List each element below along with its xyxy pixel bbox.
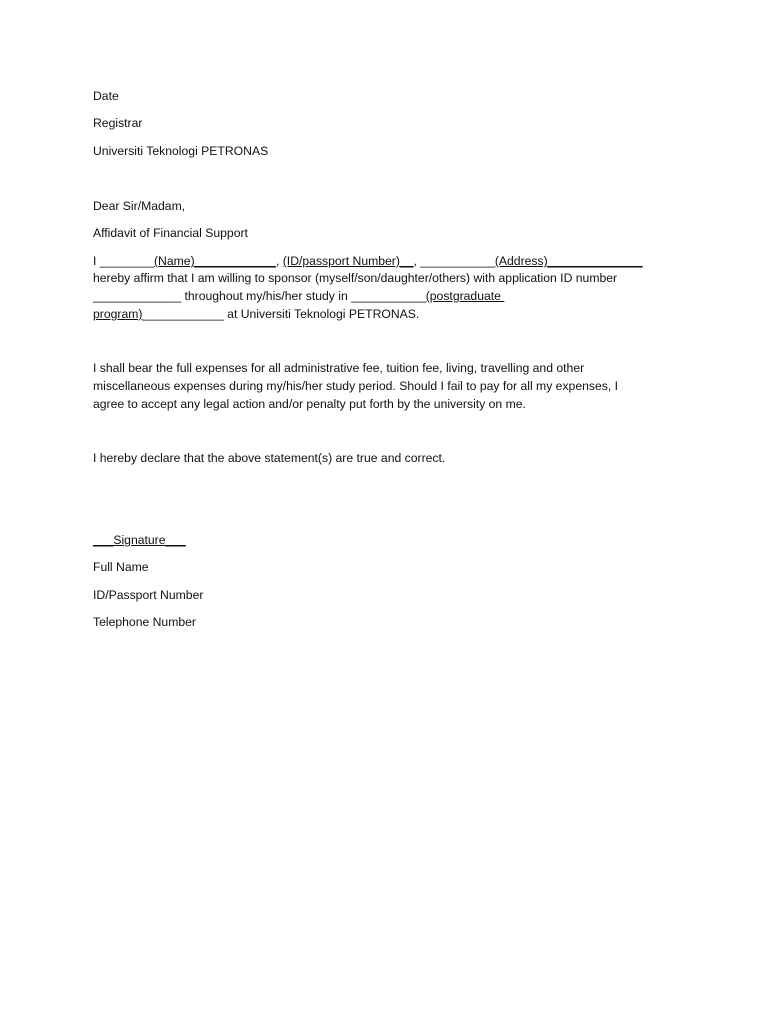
program-field-part2: program) — [93, 307, 143, 321]
separator: , — [275, 254, 283, 268]
body2-line-3: agree to accept any legal action and/or penalty put forth by the university on me. — [93, 397, 526, 411]
address-field: (Address)______________ — [494, 254, 643, 268]
signature-line: ___Signature___ — [93, 533, 186, 547]
id-field: (ID/passport Number)__ — [282, 254, 414, 268]
salutation: Dear Sir/Madam, — [93, 199, 186, 213]
body1-line-3 — [93, 287, 504, 305]
application-id-blank: _____________ throughout my/his/her study in ___________ — [93, 289, 426, 303]
recipient-line: Registrar — [93, 116, 143, 130]
body2-line-2: miscellaneous expenses during my/his/her study period. Should I fail to pay for all my expenses, I — [93, 379, 619, 393]
body2-line-1: I shall bear the full expenses for all administrative fee, tuition fee, living, travelling and other — [93, 361, 585, 375]
university-closing: ____________ at Universiti Teknologi PETRONAS. — [142, 307, 420, 321]
subject-line: Affidavit of Financial Support — [93, 226, 248, 240]
body1-line-4 — [93, 305, 419, 323]
address-blank-prefix: , ___________ — [413, 254, 495, 268]
full-name-label: Full Name — [93, 560, 149, 574]
telephone-label: Telephone Number — [93, 615, 196, 629]
date-line: Date — [93, 89, 119, 103]
id-passport-label: ID/Passport Number — [93, 588, 204, 602]
institution-line: Universiti Teknologi PETRONAS — [93, 144, 269, 158]
body1-line-2: hereby affirm that I am willing to sponsor (myself/son/daughter/others) with application ID number — [93, 271, 618, 285]
declaration-line: I hereby declare that the above statement(s) are true and correct. — [93, 451, 446, 465]
name-blank-prefix: I ________ — [93, 254, 154, 268]
body1-line-1 — [93, 252, 643, 270]
program-field-part1: (postgraduate — [425, 289, 505, 303]
name-field: (Name)____________ — [154, 254, 276, 268]
